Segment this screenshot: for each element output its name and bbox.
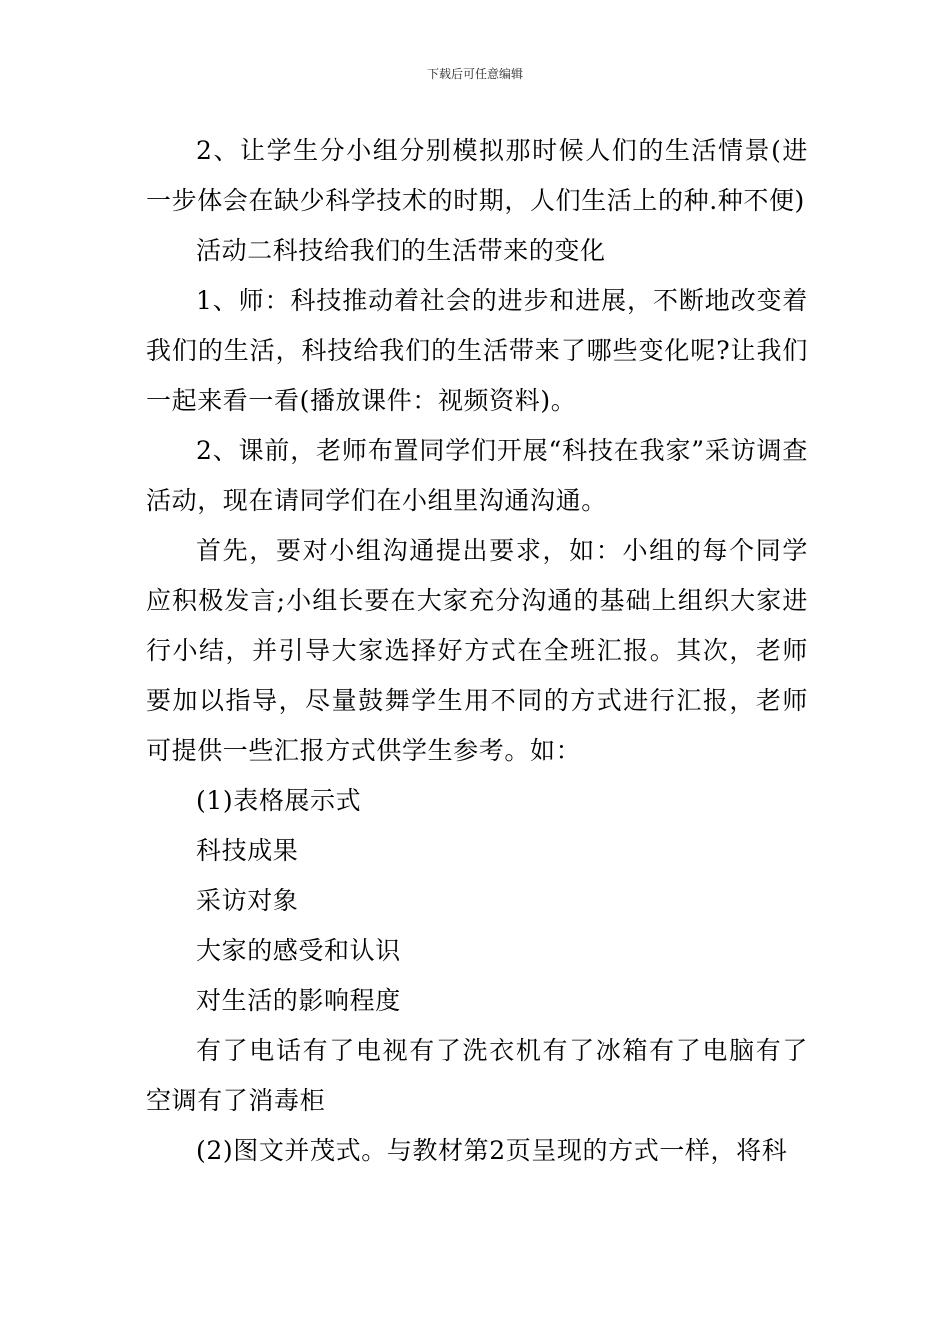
paragraph-interview-activity: 2、课前，老师布置同学们开展“科技在我家”采访调查活动，现在请同学们在小组里沟通沟通。 <box>146 436 808 515</box>
paragraph-teacher-intro: 1、师：科技推动着社会的进步和进展，不断地改变着我们的生活，科技给我们的生活带来了哪些变化呢?让我们一起来看一看(播放课件：视频资料)。 <box>146 286 808 415</box>
paragraph-impact-level: 对生活的影响程度 <box>196 986 401 1015</box>
page-header-watermark: 下载后可任意编辑 <box>426 67 523 81</box>
paragraph-table-format: (1)表格展示式 <box>196 786 362 815</box>
paragraph-appliance-list: 有了电话有了电视有了洗衣机有了冰箱有了电脑有了空调有了消毒柜 <box>146 1036 808 1115</box>
paragraph-interviewee: 采访对象 <box>196 886 299 915</box>
paragraph-feelings: 大家的感受和认识 <box>196 936 401 965</box>
document-body <box>146 126 808 1176</box>
paragraph-tech-achievements: 科技成果 <box>196 836 299 865</box>
paragraph-simulate-life: 2、让学生分小组分别模拟那时候人们的生活情景(进一步体会在缺少科学技术的时期，人们生活上的种.种不便) <box>146 136 808 215</box>
paragraph-activity-two-heading: 活动二科技给我们的生活带来的变化 <box>196 236 606 265</box>
paragraph-group-requirements: 首先，要对小组沟通提出要求，如：小组的每个同学应积极发言;小组长要在大家充分沟通的基础上组织大家进行小结，并引导大家选择好方式在全班汇报。其次，老师要加以指导，尽量鼓舞学生用不同的方式进行汇报，老师可提供一些汇报方式供学生参考。如： <box>146 536 808 765</box>
paragraph-illustrated-format: (2)图文并茂式。与教材第2页呈现的方式一样，将科 <box>196 1136 788 1165</box>
